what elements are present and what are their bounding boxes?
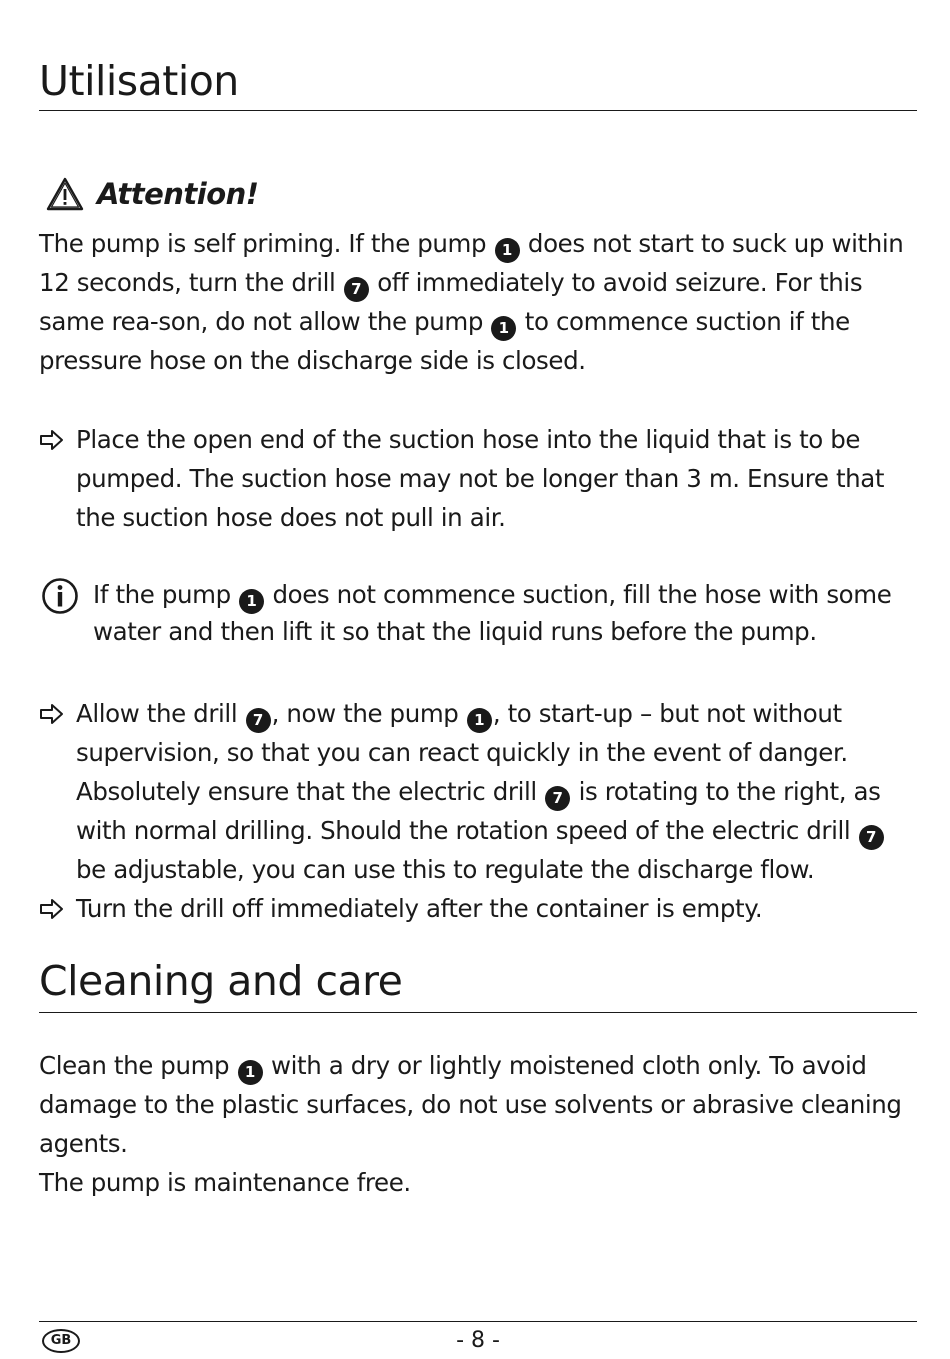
info-text: If the pump 1 does not commence suction, fill the hose with some water and then lift it so that the liquid runs before the pump. — [93, 580, 892, 646]
instruction-step — [39, 889, 917, 928]
step-text: Allow the drill 7 , now the pump 1 , to start-up – but not without supervision, so that you can react quickly in the event of danger. Absolutely ensure that the electric drill 7 is rotating to the right, as with normal drilling. Should the rotation speed of the electric drill 7 be adjustable, you can use this to regulate the discharge flow. — [76, 694, 917, 889]
manual-page — [39, 0, 917, 1359]
part-number-badge: 1 — [239, 589, 264, 614]
maintenance-note: The pump is maintenance free. — [39, 1168, 411, 1197]
step-arrow-icon — [39, 703, 65, 725]
section-title-cleaning: Cleaning and care — [39, 956, 917, 1013]
step-arrow-icon — [39, 898, 65, 920]
part-number-badge: 1 — [467, 708, 492, 733]
warning-triangle-icon — [45, 176, 85, 212]
attention-heading — [45, 176, 259, 212]
attention-paragraph: The pump is self priming. If the pump 1 does not start to suck up within 12 seconds, turn the drill 7 off immediately to avoid seizure. For this same rea-son, do not allow the pump 1 to commence suction if the pressure hose on the discharge side is closed. — [39, 229, 904, 375]
page-number: - 8 - — [456, 1328, 500, 1353]
part-number-badge: 1 — [491, 316, 516, 341]
part-number-badge: 7 — [545, 786, 570, 811]
part-number-badge: 7 — [859, 825, 884, 850]
step-text: Place the open end of the suction hose into the liquid that is to be pumped. The suction hose may not be longer than 3 m. Ensure that the suction hose does not pull in air. — [76, 425, 885, 532]
step-text: Turn the drill off immediately after the container is empty. — [76, 894, 763, 923]
instruction-step — [39, 694, 917, 889]
attention-label: Attention! — [97, 177, 259, 211]
section-title-utilisation: Utilisation — [39, 58, 917, 111]
country-badge: GB — [42, 1329, 80, 1353]
info-note — [39, 577, 917, 650]
part-number-badge: 1 — [238, 1060, 263, 1085]
part-number-badge: 7 — [344, 277, 369, 302]
part-number-badge: 1 — [495, 238, 520, 263]
footer-divider — [39, 1321, 917, 1322]
cleaning-paragraph: Clean the pump 1 with a dry or lightly moistened cloth only. To avoid damage to the plastic surfaces, do not use solvents or abrasive cleaning agents. The pump is maintenance free. — [39, 1046, 917, 1202]
part-number-badge: 7 — [246, 708, 271, 733]
instruction-step — [39, 420, 917, 537]
step-arrow-icon — [39, 429, 65, 451]
info-icon — [41, 577, 79, 615]
